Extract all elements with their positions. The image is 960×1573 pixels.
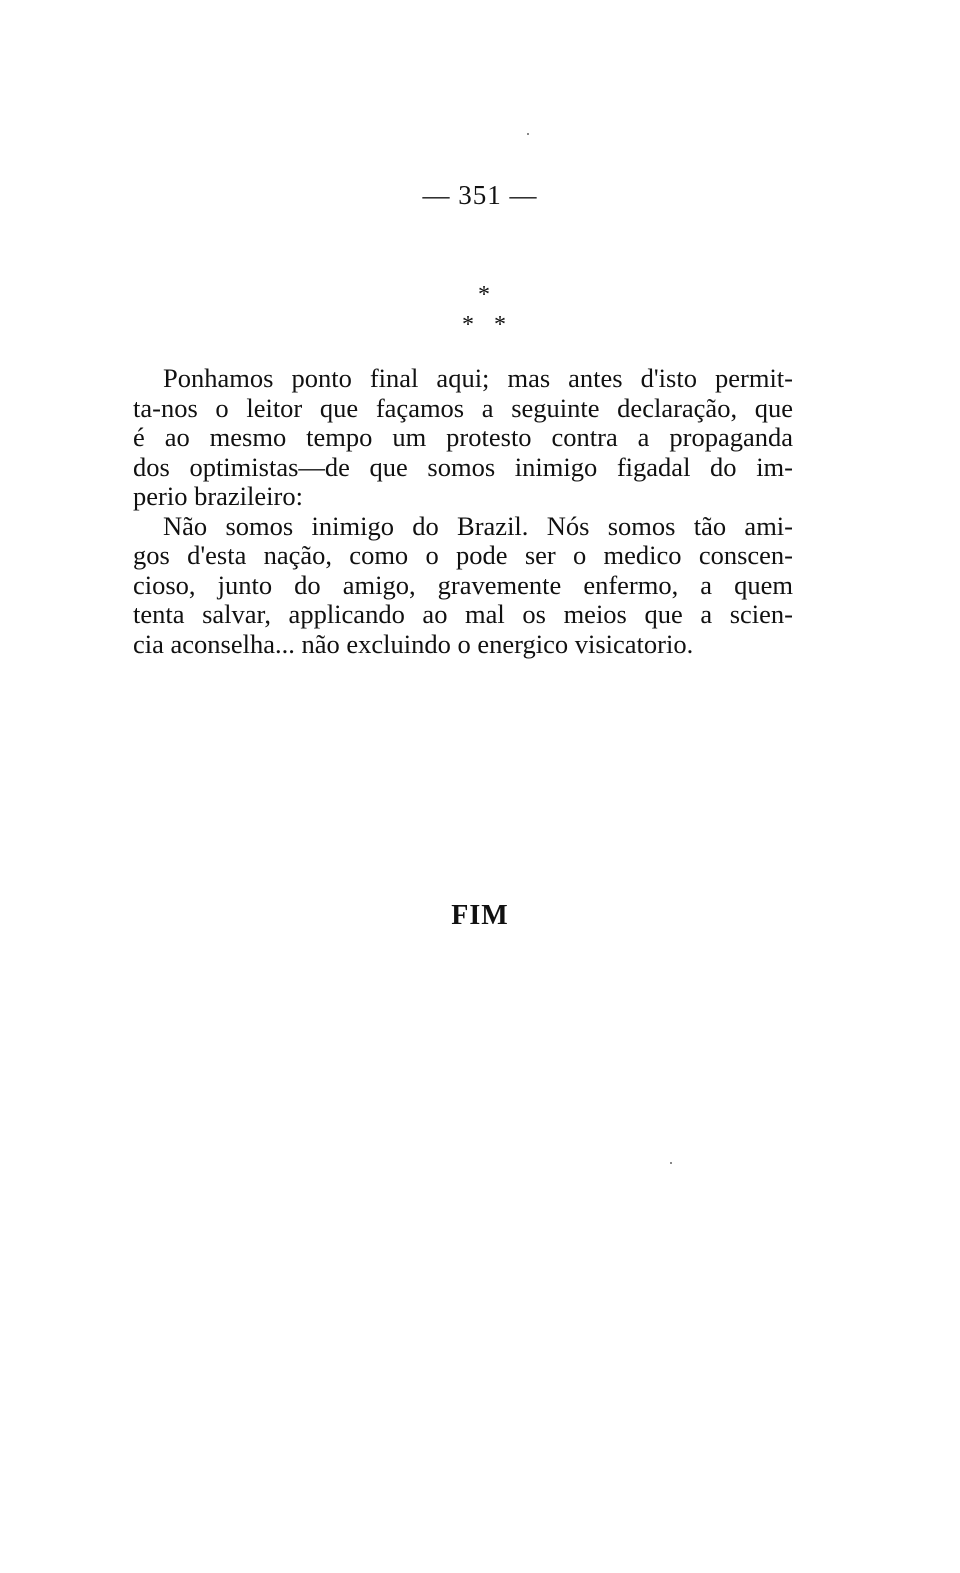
asterism <box>0 280 960 340</box>
paragraph-1-line-5: perio brazileiro: <box>133 481 303 511</box>
asterism-bottom: * * <box>462 312 506 338</box>
page-number: — 351 — <box>422 180 538 210</box>
paragraph-1-line-4: dos optimistas—de que somos inimigo figadal do im- <box>133 451 793 482</box>
ending-label: FIM <box>451 900 509 931</box>
paper-speck <box>527 133 529 135</box>
paragraph-1-line-3: é ao mesmo tempo um protesto contra a propaganda <box>133 422 793 452</box>
paragraph-2-line-2: gos d'esta nação, como o pode ser o medico conscen- <box>133 540 793 570</box>
paragraph-1-line-2: ta-nos o leitor que façamos a seguinte declaração, que <box>133 392 793 423</box>
body-text <box>133 364 793 659</box>
paragraph-2-line-4: tenta salvar, applicando ao mal os meios que a scien- <box>133 599 793 629</box>
paper-speck <box>670 1162 672 1164</box>
paragraph-1-line-1: Ponhamos ponto final aqui; mas antes d'isto permit- <box>163 363 793 393</box>
paragraph-2-line-5: cia aconselha... não excluindo o energico visicatorio. <box>133 628 694 659</box>
asterism-top: * <box>478 282 490 308</box>
paragraph-2-line-1: Não somos inimigo do Brazil. Nós somos tão ami- <box>163 510 793 541</box>
paragraph-2-line-3: cioso, junto do amigo, gravemente enfermo, a quem <box>133 569 793 600</box>
